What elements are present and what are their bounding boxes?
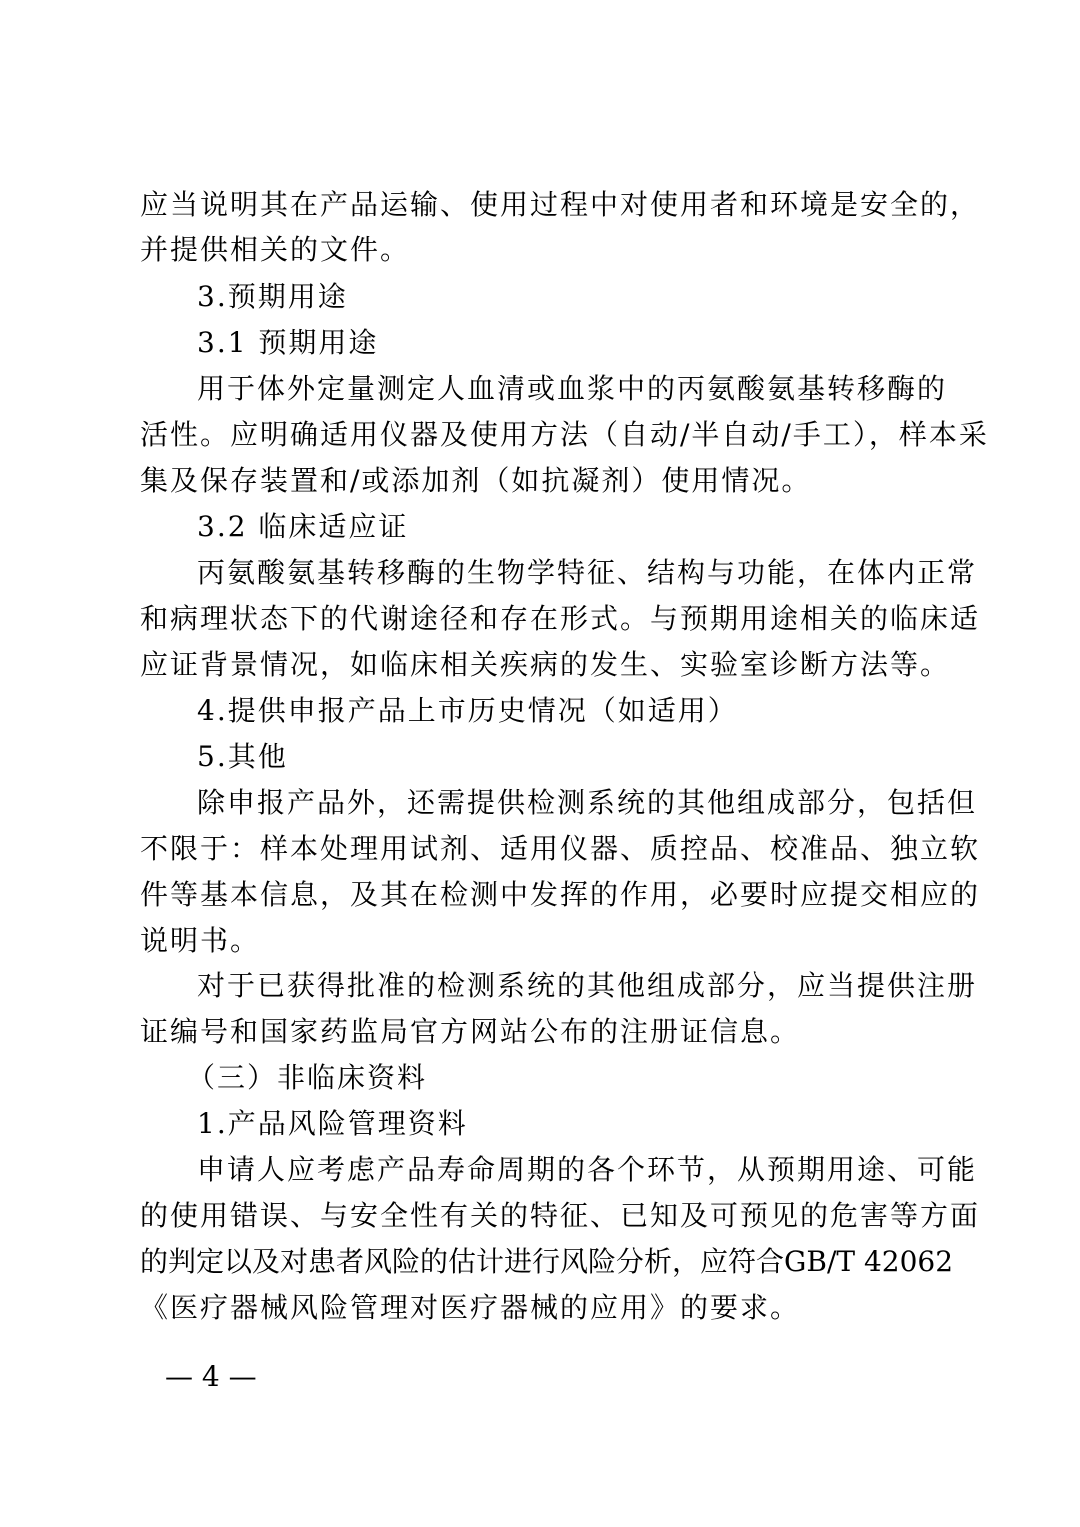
section-heading: 3.预期用途 [197, 280, 348, 313]
body-text-line: 不限于：样本处理用试剂、适用仪器、质控品、校准品、独立软 [140, 832, 981, 865]
body-text-line: 的判定以及对患者风险的估计进行风险分析，应符合GB/T 42062 [140, 1245, 954, 1278]
body-text-line: 并提供相关的文件。 [140, 233, 411, 266]
section-heading: 5.其他 [197, 740, 288, 773]
body-text-line: 活性。应明确适用仪器及使用方法（自动/半自动/手工），样本采 [140, 418, 989, 451]
section-heading: 1.产品风险管理资料 [197, 1107, 468, 1140]
body-text-line: 应当说明其在产品运输、使用过程中对使用者和环境是安全的， [140, 188, 981, 221]
body-text-line: 应证背景情况，如临床相关疾病的发生、实验室诊断方法等。 [140, 648, 951, 681]
section-heading: 4.提供申报产品上市历史情况（如适用） [197, 694, 738, 727]
body-text-line: 说明书。 [140, 924, 261, 957]
body-text-line: 除申报产品外，还需提供检测系统的其他组成部分，包括但 [197, 786, 978, 819]
chapter-heading: （三）非临床资料 [187, 1061, 428, 1094]
body-text-line: 丙氨酸氨基转移酶的生物学特征、结构与功能，在体内正常 [197, 556, 978, 589]
body-text-line: 的使用错误、与安全性有关的特征、已知及可预见的危害等方面 [140, 1199, 981, 1232]
body-text-line: 《医疗器械风险管理对医疗器械的应用》的要求。 [140, 1291, 801, 1324]
body-text-line: 证编号和国家药监局官方网站公布的注册证信息。 [140, 1015, 801, 1048]
body-text-line: 对于已获得批准的检测系统的其他组成部分，应当提供注册 [197, 969, 978, 1002]
body-text-line: 集及保存装置和/或添加剂（如抗凝剂）使用情况。 [140, 464, 812, 497]
subsection-heading: 3.1 预期用途 [197, 326, 379, 359]
body-text-line: 和病理状态下的代谢途径和存在形式。与预期用途相关的临床适 [140, 602, 981, 635]
body-text-line: 申请人应考虑产品寿命周期的各个环节，从预期用途、可能 [197, 1153, 978, 1186]
body-text-line: 用于体外定量测定人血清或血浆中的丙氨酸氨基转移酶的 [197, 372, 948, 405]
body-text-line: 件等基本信息，及其在检测中发挥的作用，必要时应提交相应的 [140, 878, 981, 911]
page-number: — 4 — [165, 1360, 257, 1393]
subsection-heading: 3.2 临床适应证 [197, 510, 409, 543]
